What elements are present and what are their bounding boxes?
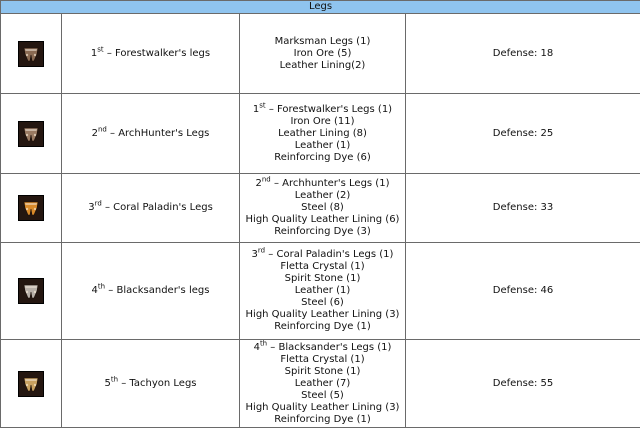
defense-value: Defense: 46 xyxy=(492,285,554,296)
table-row xyxy=(1,94,640,174)
legs-armor-icon xyxy=(18,41,44,67)
material-line xyxy=(240,414,405,426)
material-rank-number: 3 xyxy=(251,249,258,260)
material-text: Steel (5) xyxy=(301,389,344,401)
material-text: Leather (1) xyxy=(294,285,351,296)
rank-ordinal-suffix: th xyxy=(97,282,106,291)
icon-cell xyxy=(1,174,62,243)
icon-cell xyxy=(1,14,62,94)
material-text: Reinforcing Dye (3) xyxy=(274,226,371,237)
materials-cell xyxy=(240,340,406,428)
rank-ordinal-suffix: nd xyxy=(97,125,107,134)
legs-armor-icon xyxy=(18,278,44,304)
material-rank-number: 4 xyxy=(253,341,260,353)
materials-cell xyxy=(240,243,406,340)
materials-cell xyxy=(240,174,406,243)
item-name-cell xyxy=(62,174,240,243)
material-text: Iron Ore (5) xyxy=(293,47,352,59)
icon-cell xyxy=(1,94,62,174)
material-line xyxy=(240,140,405,152)
item-name: – Forestwalker's legs xyxy=(103,47,211,59)
material-text: High Quality Leather Lining (6) xyxy=(245,214,400,225)
material-line xyxy=(240,261,405,273)
material-line xyxy=(240,378,405,390)
material-line xyxy=(240,128,405,140)
material-rank-suffix: st xyxy=(259,101,266,110)
material-rank-suffix: rd xyxy=(257,246,266,255)
item-name-cell xyxy=(62,243,240,340)
material-text: Fletta Crystal (1) xyxy=(280,261,365,272)
defense-value: Defense: 55 xyxy=(492,377,554,389)
defense-cell xyxy=(406,243,640,340)
material-text: Fletta Crystal (1) xyxy=(280,353,365,365)
icon-cell xyxy=(1,340,62,428)
material-text: Leather (1) xyxy=(294,139,351,151)
material-text: Marksman Legs (1) xyxy=(274,35,371,47)
rank-number: 3 xyxy=(88,202,95,213)
material-line xyxy=(240,321,405,333)
material-line xyxy=(240,101,405,116)
material-rank-number: 2 xyxy=(255,178,262,189)
item-name-cell xyxy=(62,14,240,94)
item-name: – Coral Paladin's Legs xyxy=(101,202,213,213)
material-line xyxy=(240,60,405,72)
materials-cell xyxy=(240,94,406,174)
defense-value: Defense: 18 xyxy=(492,47,554,59)
rank-ordinal-suffix: th xyxy=(110,375,119,384)
material-line xyxy=(240,175,405,190)
table-row xyxy=(1,14,640,94)
material-line xyxy=(240,339,405,354)
material-text: Reinforcing Dye (1) xyxy=(274,321,371,332)
material-text: Iron Ore (11) xyxy=(290,115,355,127)
rank-number: 4 xyxy=(91,285,98,296)
material-text: Reinforcing Dye (1) xyxy=(274,413,371,425)
material-text: High Quality Leather Lining (3) xyxy=(245,401,400,413)
legs-armor-icon xyxy=(18,121,44,147)
item-name: – Blacksander's legs xyxy=(105,285,210,296)
rank-number: 2 xyxy=(91,127,98,139)
material-text: Steel (8) xyxy=(301,202,344,213)
defense-cell xyxy=(406,94,640,174)
material-line xyxy=(240,273,405,285)
rank-ordinal-suffix: st xyxy=(97,45,104,54)
item-name: – ArchHunter's Legs xyxy=(106,127,210,139)
defense-cell xyxy=(406,340,640,428)
material-text: Leather (7) xyxy=(294,377,351,389)
table-row xyxy=(1,174,640,243)
material-rank-number: 1 xyxy=(252,103,260,115)
material-line xyxy=(240,402,405,414)
defense-cell xyxy=(406,14,640,94)
material-text: Leather (2) xyxy=(294,190,351,201)
legs-armor-icon xyxy=(18,371,44,397)
material-text: Leather Lining(2) xyxy=(279,59,366,71)
material-rank-suffix: th xyxy=(259,339,268,348)
material-line xyxy=(240,309,405,321)
material-line xyxy=(240,390,405,402)
material-text: Leather Lining (8) xyxy=(278,127,367,139)
materials-cell xyxy=(240,14,406,94)
defense-value: Defense: 25 xyxy=(492,127,554,139)
material-line xyxy=(240,48,405,60)
icon-cell xyxy=(1,243,62,340)
material-text: Steel (6) xyxy=(301,297,344,308)
material-line xyxy=(240,152,405,164)
table-row xyxy=(1,340,640,428)
defense-value: Defense: 33 xyxy=(492,202,554,213)
table-title: Legs xyxy=(1,1,640,14)
material-line xyxy=(240,246,405,261)
material-line xyxy=(240,285,405,297)
legs-armor-icon xyxy=(18,195,44,221)
rank-number: 1 xyxy=(90,47,98,59)
item-name-cell xyxy=(62,340,240,428)
material-text: – Blacksander's Legs (1) xyxy=(267,341,392,353)
material-text: Spirit Stone (1) xyxy=(284,273,361,284)
table-row xyxy=(1,243,640,340)
table-body xyxy=(1,14,640,428)
material-line xyxy=(240,36,405,48)
material-line xyxy=(240,366,405,378)
material-line xyxy=(240,116,405,128)
defense-cell xyxy=(406,174,640,243)
material-line xyxy=(240,190,405,202)
material-text: – Archhunter's Legs (1) xyxy=(270,178,390,189)
rank-number: 5 xyxy=(104,377,111,389)
material-line xyxy=(240,297,405,309)
material-text: Spirit Stone (1) xyxy=(284,365,361,377)
material-line xyxy=(240,354,405,366)
material-rank-suffix: nd xyxy=(261,175,271,184)
material-text: – Coral Paladin's Legs (1) xyxy=(265,249,394,260)
table-header-row xyxy=(1,1,640,14)
item-name: – Tachyon Legs xyxy=(118,377,197,389)
material-line xyxy=(240,214,405,226)
material-text: – Forestwalker's Legs (1) xyxy=(265,103,393,115)
item-name-cell xyxy=(62,94,240,174)
material-line xyxy=(240,226,405,238)
rank-ordinal-suffix: rd xyxy=(94,199,102,208)
material-text: Reinforcing Dye (6) xyxy=(274,151,371,163)
material-line xyxy=(240,202,405,214)
material-text: High Quality Leather Lining (3) xyxy=(245,309,400,320)
